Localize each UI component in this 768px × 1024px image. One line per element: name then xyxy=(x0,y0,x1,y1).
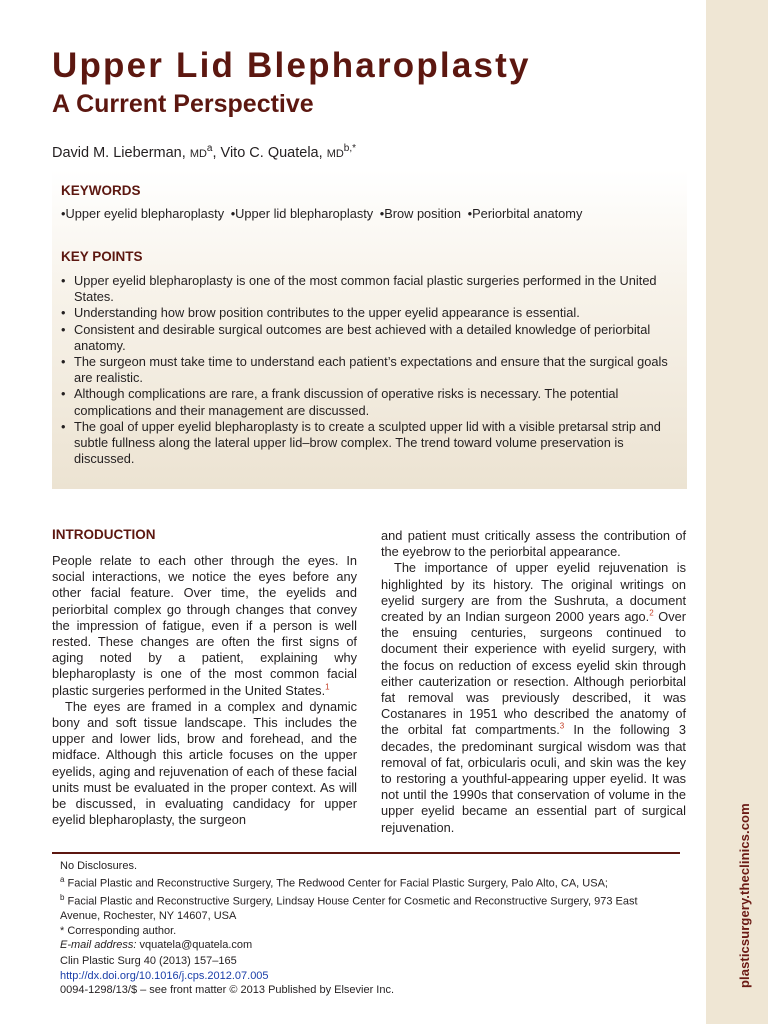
key-point: • Consistent and desirable surgical outcomes are best achieved with a detailed knowledge of periorbital anatomy. xyxy=(61,322,675,354)
footnote-divider xyxy=(52,852,680,854)
keywords-heading: KEYWORDS xyxy=(61,183,141,198)
keyword: • Upper eyelid blepharoplasty xyxy=(61,206,224,221)
key-point: • Although complications are rare, a frank discussion of operative risks is necessary. The potential complications and their management are discussed. xyxy=(61,386,675,418)
reference-link[interactable]: 1 xyxy=(325,682,330,692)
footnotes xyxy=(60,859,680,952)
copyright-line: 0094-1298/13/$ – see front matter © 2013 Published by Elsevier Inc. xyxy=(60,984,395,996)
key-points-list xyxy=(61,273,675,467)
key-point: • Understanding how brow position contributes to the upper eyelid appearance is essential. xyxy=(61,305,675,321)
intro-paragraph-1: People relate to each other through the eyes. In social interactions, we notice the eyes before any other facial feature. Over time, the eyelids and periorbital complex go through changes that convey the impression of fatigue, even if a person is well rested. These changes are often the first signs of aging noted by a patient, explaining why blepharoplasty is one of the most common facial plastic surgeries performed in the United States.$^1$ xyxy=(52,553,357,698)
reference-link[interactable]: 3 xyxy=(559,722,565,732)
author-1-affiliation: a xyxy=(206,143,213,154)
doi-link[interactable]: http://dx.doi.org/10.1016/j.cps.2012.07.005 xyxy=(60,969,269,982)
article-title: Upper Lid Blepharoplasty xyxy=(52,46,531,85)
corresponding-author: * Corresponding author. xyxy=(60,924,177,937)
author-line xyxy=(52,139,356,164)
intro-paragraph-2: The eyes are framed in a complex and dynamic bony and soft tissue landscape. This includes the upper and lower lids, brow and forehead, and the midface. Although this article focuses on the upper eyelids, aging and rejuvenation of each of these facial units must be evaluated in the proper context. As will be discussed, in evaluating candidacy for upper eyelid blepharoplasty, the surgeon xyxy=(52,698,357,828)
keyword: • Periorbital anatomy xyxy=(468,206,583,221)
body-column-right xyxy=(381,528,686,836)
author-2-degree: MD xyxy=(326,147,344,160)
introduction-heading: INTRODUCTION xyxy=(52,527,156,542)
author-1-name: David M. Lieberman, xyxy=(52,144,186,161)
affiliation-b: $^b$ Facial Plastic and Reconstructive Surgery, Lindsay House Center for Cosmetic and Reconstructive Surgery, 973 East Avenue, Rochester, NY 14607, USA xyxy=(60,893,638,923)
journal-citation: Clin Plastic Surg 40 (2013) 157–165 xyxy=(60,955,237,967)
keyword: • Upper lid blepharoplasty xyxy=(231,206,374,221)
journal-url[interactable]: plasticsurgery.theclinics.com xyxy=(737,803,752,988)
key-point: • Upper eyelid blepharoplasty is one of the most common facial plastic surgeries performed in the United States. xyxy=(61,273,675,305)
body-column-left xyxy=(52,526,357,828)
intro-paragraph-2-continued: and patient must critically assess the contribution of the eyebrow to the periorbital appearance. xyxy=(381,528,686,560)
citation-block xyxy=(60,954,680,998)
reference-link[interactable]: 2 xyxy=(649,608,654,618)
author-2-name: Vito C. Quatela, xyxy=(220,144,323,161)
key-point: • The surgeon must take time to understand each patient’s expectations and ensure that the surgical goals are realistic. xyxy=(61,354,675,386)
affiliation-a: $^a$ Facial Plastic and Reconstructive Surgery, The Redwood Center for Facial Plastic Surgery, Palo Alto, CA, USA; xyxy=(60,875,608,890)
email-address[interactable]: vquatela@quatela.com xyxy=(136,938,253,951)
keywords-list xyxy=(61,206,585,221)
email-line: E-mail address: vquatela@quatela.com xyxy=(60,938,253,951)
keyword: • Brow position xyxy=(380,206,461,221)
author-separator: , xyxy=(212,144,217,161)
disclosure: No Disclosures. xyxy=(60,860,138,872)
key-points-heading: KEY POINTS xyxy=(61,249,143,264)
article-subtitle: A Current Perspective xyxy=(52,90,314,118)
author-1-degree: MD xyxy=(189,147,207,160)
key-point: • The goal of upper eyelid blepharoplasty is to create a sculpted upper lid with a visible pretarsal strip and subtle fullness along the lateral upper lid–brow complex. The trend toward volume preservation is discussed. xyxy=(61,419,675,468)
author-2-affiliation: b,* xyxy=(343,143,357,154)
intro-paragraph-3: The importance of upper eyelid rejuvenation is highlighted by its history. The original writings on eyelid surgery are from the Sushruta, a document created by an Indian surgeon 2000 years ago.$^2$ Over the ensuing centuries, surgeons continued to document their experience with eyelid surgery, with the focus on reduction of excess eyelid skin through either cauterization or resection. Although periorbital fat removal was previously described, it was Costanares in 1951 who described the anatomy of the orbital fat compartments.$^3$ In the following 3 decades, the predominant surgical wisdom was that removal of fat, orbicularis oculi, and skin was the key to restoring a youthful-appearing upper eyelid. It was not until the 1990s that conservation of volume in the upper eyelid became an essential part of surgical rejuvenation. xyxy=(381,560,686,835)
